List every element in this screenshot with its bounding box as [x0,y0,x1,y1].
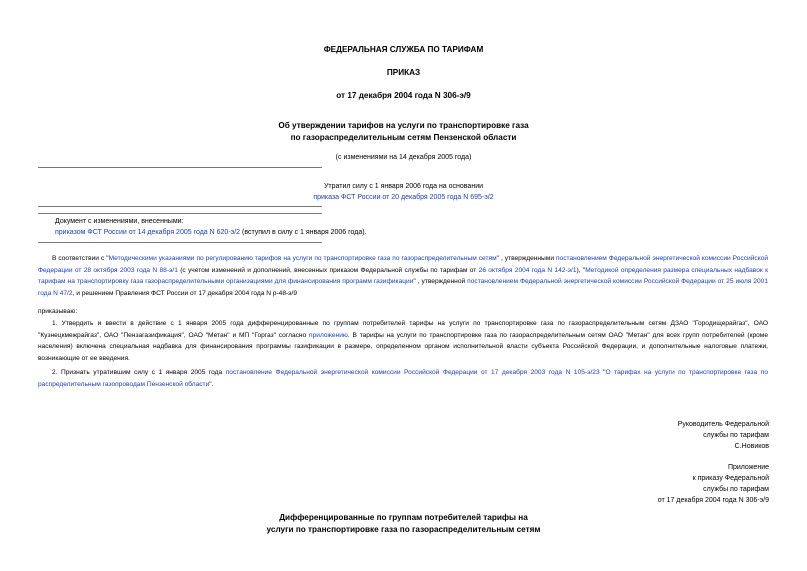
appendix-order-ref: к приказу Федеральной [692,475,769,482]
appendix-title-line2: услуги по транспортировке газа по газораспределительным сетям [266,525,541,534]
doc-date: от 17 декабря 2004 года N 306-э/9 [336,91,471,100]
item-text: . В тарифы на услуги по транспортировке газа по газораспределительным сетям ОАО "Метан" для всех групп потребителей (кроме населения) включена специальная надбавка для финансирования программы газификации в размере, определенном органом исполнительной власти субъекта Российской Федерации, и дополнительные налоговые платежи, возникающие от ее введения. [38,331,769,362]
divider [38,242,322,243]
preamble-text: (с учетом изменений и дополнений, внесенных приказом Федеральной службы по тарифам от [177,266,479,274]
divider [38,206,322,207]
divider [38,213,322,214]
preamble-text: В соответствии с " [52,255,109,262]
divider [38,167,322,168]
order-item-2 [38,367,768,390]
preamble-text: , и решением Правления ФСТ России от 17 декабря 2004 года N р-48-э/9 [72,289,298,297]
surcharge-methodology-link[interactable]: Методикой определения размера специальных надбавок к тарифам на транспортировку газа газораспределительными организациями для финансирования программ газификации [38,266,768,285]
amendment-link[interactable]: приказом ФСТ России от 14 декабря 2005 года N 620-э/2 [55,229,241,236]
appendix-reference [658,462,769,506]
appendix-title-line1: Дифференцированные по группам потребителей тарифы на [279,513,528,522]
agency-name: ФЕДЕРАЛЬНАЯ СЛУЖБА ПО ТАРИФАМ [323,45,484,54]
amended-note: (с изменениями на 14 декабря 2005 года) [335,154,472,161]
order-word: приказываю: [38,308,78,315]
appendix-agency: службы по тарифам [703,486,769,493]
signature-title: Руководитель Федеральной [677,421,769,428]
doc-title-line2: по газораспределительным сетям Пензенской области [290,133,517,142]
preamble-paragraph [38,253,768,299]
signatory-name: С.Новиков [734,443,769,450]
signature-agency: службы по тарифам [703,432,769,439]
doc-type: ПРИКАЗ [386,68,421,77]
preamble-text: " , утвержденной [413,278,468,285]
amendments-intro: Документ с изменениями, внесенными: [55,218,184,225]
item-text: ". [209,380,214,388]
order-item-1 [38,318,768,364]
item-text: 2. Признать утратившим силу с 1 января 2005 года [52,369,226,376]
preamble-text: " , утвержденными [496,255,556,262]
appendix-label: Приложение [727,464,769,471]
penza-tariffs-link[interactable]: О тарифах на услуги по транспортировке газа по распределительным газопроводам Пензенской области [38,369,768,388]
repeal-text: Утратил силу с 1 января 2006 года на основании [323,183,484,190]
repeal-link[interactable]: приказа ФСТ России от 20 декабря 2005 года N 695-э/2 [313,194,494,201]
fst-order-link[interactable]: 26 октября 2004 года N 142-э/1 [478,266,577,274]
item-text: 1. Утвердить и ввести в действие с 1 января 2005 года дифференцированные по группам потребителей тарифы на услуги по транспортировке газа по газораспределительным сетям ДЗАО "Городищерайгаз", ОАО "Кузнецкмежрайгаз", ОАО "Пензагазификация", ОАО "Метан" и МП "Горгаз" согласно [38,320,768,339]
repeal-link-line [0,192,807,203]
fek-resolution-link[interactable]: постановлением Федеральной энергетической комиссии Российской Федерации от 28 октября 2003 года N 88-э/1 [38,255,769,274]
methodology-link[interactable]: Методическими указаниями по регулированию тарифов на услуги по транспортировке газа по газораспределительным сетям [108,255,497,262]
appendix-link[interactable]: приложению [309,331,348,339]
amendment-tail: (вступил в силу с 1 января 2006 года). [240,229,367,236]
signature-block [678,419,769,452]
fek-resolution-2001-link[interactable]: постановлением Федеральной энергетической комиссии Российской Федерации от 25 июля 2001 года N 47/2 [38,278,769,297]
doc-title-line1: Об утверждении тарифов на услуги по транспортировке газа [278,121,529,130]
repealed-resolution-link[interactable]: постановление Федеральной энергетической комиссии Российской Федерации от 17 декабря 2003 года N 105-э/23 [225,369,600,376]
appendix-date: от 17 декабря 2004 года N 306-э/9 [657,497,769,504]
preamble-text: ), " [576,266,586,274]
item-text: " [599,369,606,376]
amendments-line [55,227,755,238]
